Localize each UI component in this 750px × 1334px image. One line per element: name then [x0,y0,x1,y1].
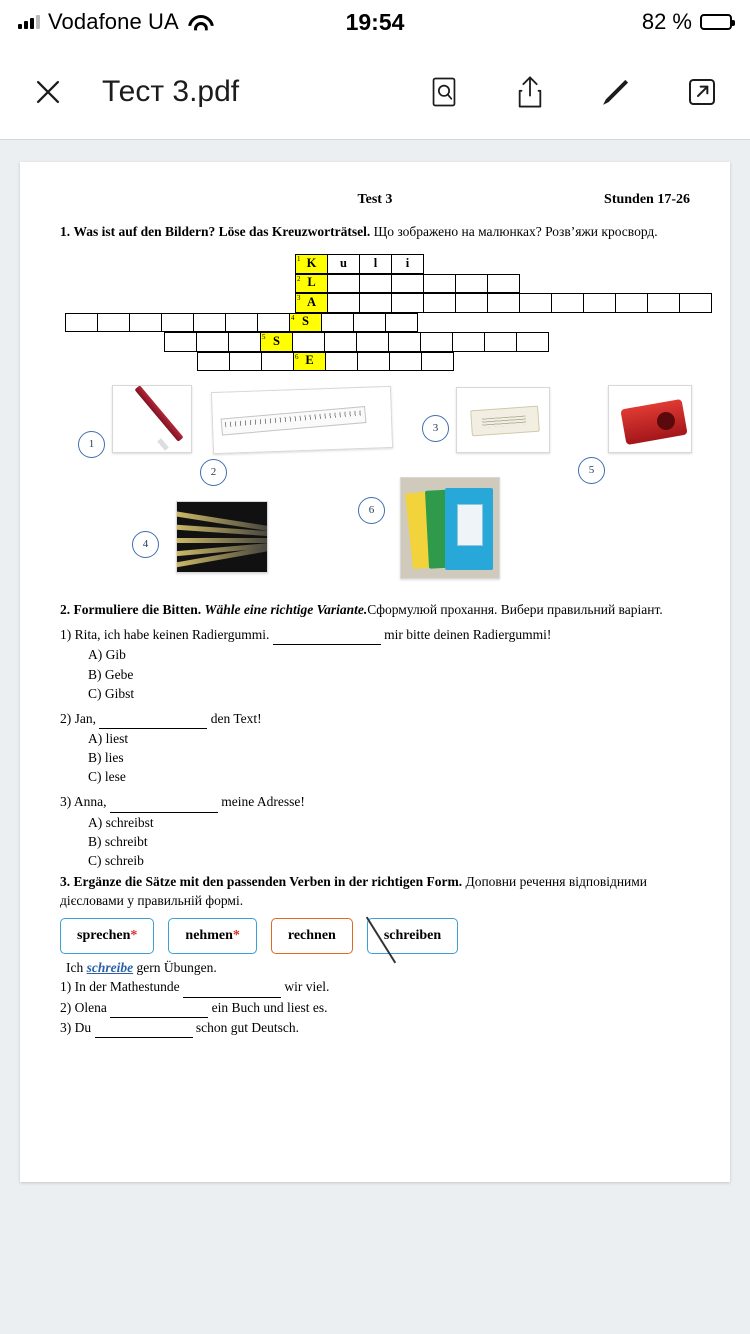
crossword-cell: 1 K [295,254,328,274]
task-2-question-3 [60,792,690,870]
crossword-cell [229,352,262,372]
task-2-question-1 [60,625,690,703]
q2-prompt-before: 2) Jan, [60,710,100,726]
pdf-page [20,162,730,1182]
crossword-row [165,333,549,353]
word-box-label: nehmen [185,928,233,944]
task-1-number: 1. [60,223,71,239]
crossword-cell [452,332,485,352]
crossword-cell [423,293,456,313]
q3-prompt-after: meine Adresse! [217,794,305,810]
crossword-cell [487,293,520,313]
item3-before: 3) Du [60,1019,95,1035]
word-box-nehmen[interactable] [168,918,256,954]
picture-badge-3: 3 [422,415,449,442]
crossword-letter: L [307,275,316,290]
crossword-cell [385,313,418,333]
crossword-cell [421,352,454,372]
item2-blank[interactable] [110,998,208,1018]
carrier-label: Vodafone UA [48,9,179,34]
status-bar-right [642,9,732,35]
task-1-heading [60,222,690,241]
crossword-cell [325,352,358,372]
task-2-title-de-italic: Wähle eine richtige Variante. [204,602,368,618]
lesson-range: Stunden 17-26 [604,192,690,207]
crossword-cell [391,293,424,313]
picture-badge-6: 6 [358,497,385,524]
picture-badge-1: 1 [78,431,105,458]
q1-prompt-before: 1) Rita, ich habe keinen Radiergummi. [60,627,273,643]
q3-options [88,813,690,870]
crossword-cell [359,293,392,313]
item2-after: ein Buch und liest es. [208,999,328,1015]
crossword-letter: E [305,353,314,368]
crossword-cell [420,332,453,352]
q1-answer-blank[interactable] [273,625,381,645]
q1-prompt-after: mir bitte deinen Radiergummi! [380,627,552,643]
crossword-row [296,294,712,314]
picture-pen [112,385,192,453]
share-icon[interactable] [512,74,548,110]
item3-blank[interactable] [95,1018,193,1038]
crossword-cell [196,332,229,352]
word-box-schreiben[interactable] [367,918,458,954]
edit-pencil-icon[interactable] [598,74,634,110]
crossword-letter: S [302,314,309,329]
item1-before: 1) In der Mathestunde [60,979,183,995]
q3-answer-blank[interactable] [110,792,218,812]
clock-label: 19:54 [345,8,405,35]
task-3-title-uk: Доповни речення відповідними дієсловами у правильній формі. [60,874,648,909]
crossword-letter: A [306,294,317,309]
q3-option-b[interactable]: B) schreibt [88,833,148,849]
crossword-row [296,275,520,295]
crossword-cell [225,313,258,333]
picture-books [400,477,500,579]
word-box-list [60,918,690,954]
q2-prompt-after: den Text! [207,710,262,726]
crossword-grid [60,255,690,373]
crossword-cell [388,332,421,352]
open-external-icon[interactable] [684,74,720,110]
crossword-cell: 3 A [295,293,328,313]
crossword-cell [357,352,390,372]
crossword-cell [327,274,360,294]
q3-option-a[interactable]: A) schreibst [88,814,154,830]
crossword-cell [389,352,422,372]
test-title: Test 3 [357,192,393,207]
crossword-cell [583,293,616,313]
crossword-cell: l [359,254,392,274]
crossword-cell: 6 E [293,352,326,372]
crossword-row [198,353,454,373]
q1-option-b[interactable]: B) Gebe [88,666,134,682]
battery-percent-label: 82 % [641,9,692,34]
crossword-cell [455,293,488,313]
crossword-row [296,255,424,275]
q3-prompt-before: 3) Anna, [60,794,110,810]
task-3-heading [60,872,690,910]
q1-option-c[interactable]: C) Gibst [88,685,135,701]
battery-icon [700,14,732,30]
example-after: gern Übungen. [133,960,217,976]
example-before: Ich [66,960,87,976]
crossword-cell: u [327,254,360,274]
crossword-cell: 4 S [289,313,322,333]
task-3-number: 3. [60,874,71,890]
picture-badge-5: 5 [578,457,605,484]
q2-option-b[interactable]: B) lies [88,750,124,766]
crossword-letter: S [273,333,280,348]
crossword-cell [356,332,389,352]
crossword-letter: K [306,255,317,270]
task-2-title-uk: Сформулюй прохання. Вибери правильний варіант. [367,602,663,618]
crossword-cell [484,332,517,352]
task-3-example [66,958,690,977]
task-1-title-de: Was ist auf den Bildern? Löse das Kreuzworträtsel. [73,223,371,239]
word-box-rechnen[interactable] [271,918,353,954]
item1-after: wir viel. [280,979,330,995]
task-3-title-de: Ergänze die Sätze mit den passenden Verben in der richtigen Form. [73,874,463,890]
search-document-icon[interactable] [426,74,462,110]
q2-option-c[interactable]: C) lese [88,769,126,785]
picture-badge-2: 2 [200,459,227,486]
crossword-cell [487,274,520,294]
q2-options [88,729,690,786]
crossword-cell [324,332,357,352]
close-icon[interactable] [30,74,66,110]
item3-after: schon gut Deutsch. [192,1019,299,1035]
q3-option-c[interactable]: C) schreib [88,852,144,868]
crossword-cell: 5 S [260,332,293,352]
crossword-cell [516,332,549,352]
picture-eraser [456,387,550,453]
crossword-cell [551,293,584,313]
word-box-label: rechnen [287,928,336,944]
crossword-cell [193,313,226,333]
task-2-number: 2. [60,602,71,618]
crossword-cell [519,293,552,313]
picture-pencils [176,501,268,573]
crossword-cell: i [391,254,424,274]
status-bar [0,0,750,44]
navigation-bar [0,44,750,140]
picture-badge-4: 4 [132,531,159,558]
q2-option-a[interactable]: A) liest [88,730,129,746]
crossword-cell [321,313,354,333]
crossword-cell [615,293,648,313]
picture-sharpener [608,385,692,453]
crossword-cell: 2 L [295,274,328,294]
picture-strip [60,379,690,594]
task-3-item-2 [60,998,690,1018]
word-box-star: * [130,928,138,944]
crossword-cell [129,313,162,333]
document-header [60,190,690,210]
document-viewport[interactable] [0,140,750,1334]
task-2-title-de: Formuliere die Bitten. [73,602,202,618]
word-box-sprechen[interactable] [60,918,154,954]
q1-option-a[interactable]: A) Gib [88,647,126,663]
crossword-cell [292,332,325,352]
q2-answer-blank[interactable] [99,709,207,729]
example-answer: schreibe [86,960,134,976]
task-1-title-uk: Що зображено на малюнках? Розв’яжи кросворд. [373,223,658,239]
crossword-cell [261,352,294,372]
task-3-item-3 [60,1018,690,1038]
crossword-cell [353,313,386,333]
crossword-cell [679,293,712,313]
item1-blank[interactable] [183,977,281,997]
task-2-question-2 [60,709,690,787]
crossword-cell [164,332,197,352]
crossword-cell [228,332,261,352]
word-box-label: sprechen [77,928,131,944]
crossword-cell [423,274,456,294]
picture-ruler [211,386,393,454]
crossword-cell [197,352,230,372]
crossword-cell [647,293,680,313]
crossword-cell [97,313,130,333]
crossword-cell [257,313,290,333]
word-box-star: * [232,928,240,944]
task-3-item-1 [60,977,690,997]
crossword-cell [455,274,488,294]
crossword-cell [327,293,360,313]
crossword-cell [161,313,194,333]
crossword-cell [65,313,98,333]
item2-before: 2) Olena [60,999,111,1015]
page-title: Тест 3.pdf [102,74,240,108]
word-box-label: schreiben [383,928,442,944]
q1-options [88,645,690,702]
crossword-row [66,314,418,334]
nav-actions [426,74,720,110]
crossword-cell [359,274,392,294]
crossword-cell [391,274,424,294]
task-2-heading [60,600,690,619]
